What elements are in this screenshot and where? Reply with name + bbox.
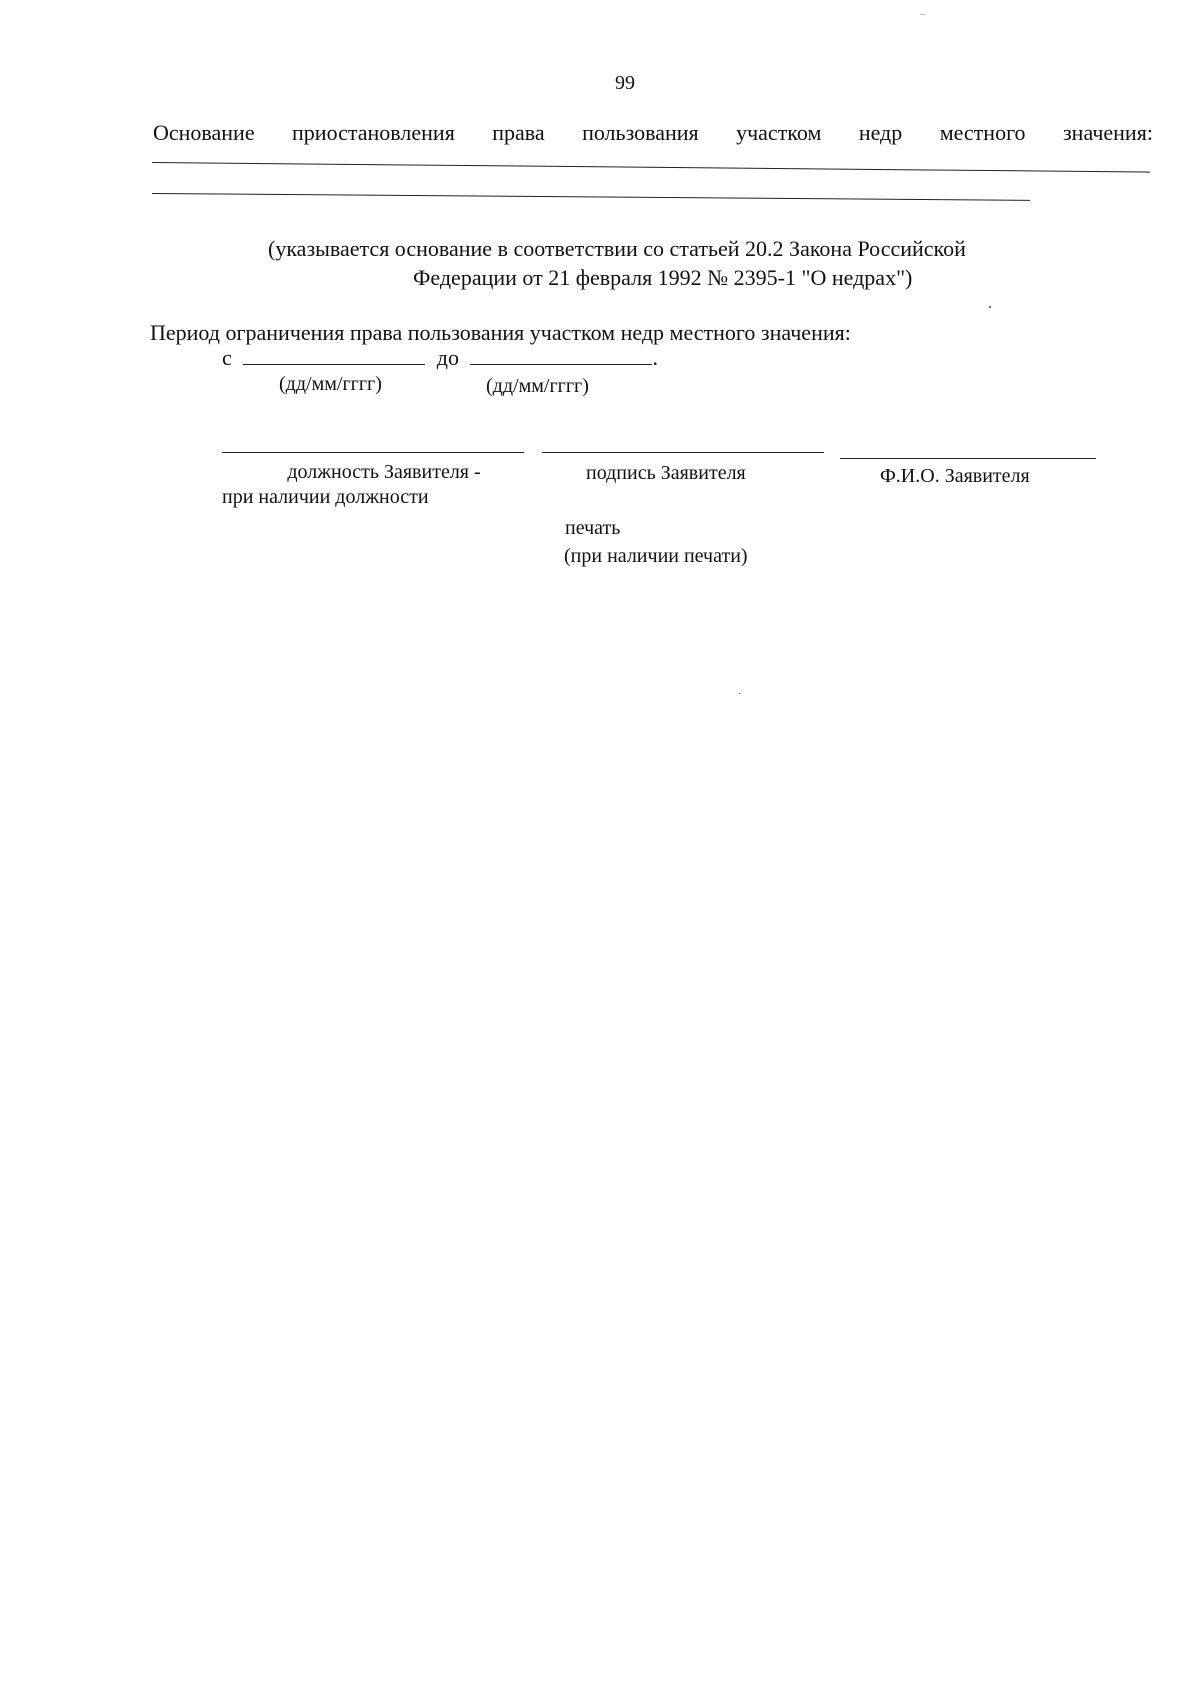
basis-note-line-1: (указывается основание в соответствии со статьей 20.2 Закона Российской	[268, 236, 966, 261]
position-caption-line-2: при наличии должности	[222, 486, 429, 508]
period-label: Период ограничения права пользования участком недр местного значения:	[150, 320, 851, 345]
basis-word: местного	[939, 120, 1026, 145]
basis-word: недр	[858, 120, 903, 145]
basis-word: Основание	[153, 120, 255, 145]
position-caption	[222, 461, 512, 509]
basis-word: приостановления	[292, 120, 455, 145]
to-date-format: (дд/мм/гггг)	[486, 375, 589, 397]
seal-caption-line-2: (при наличии печати)	[564, 545, 748, 567]
period-date-line	[222, 345, 658, 371]
signature-caption: подпись Заявителя	[586, 462, 746, 484]
full-name-caption: Ф.И.О. Заявителя	[880, 465, 1030, 487]
scan-speck	[989, 306, 991, 308]
seal-caption-line-1: печать	[565, 517, 621, 539]
basis-word: значения:	[1062, 120, 1153, 145]
from-date-format: (дд/мм/гггг)	[279, 373, 382, 395]
page-number: 99	[615, 72, 635, 94]
signature-line[interactable]	[542, 452, 824, 453]
basis-word: участком	[736, 120, 822, 145]
basis-note-line-2: Федерации от 21 февраля 1992 № 2395-1 "О недрах")	[413, 265, 913, 290]
from-date-field[interactable]	[243, 346, 425, 365]
to-prefix: до	[436, 345, 459, 370]
basis-fill-line-1[interactable]	[152, 162, 1150, 173]
full-name-line[interactable]	[840, 458, 1096, 459]
to-date-field[interactable]	[470, 346, 652, 365]
basis-heading	[153, 120, 1153, 146]
period-terminator: .	[652, 345, 658, 370]
scan-speck	[739, 693, 740, 694]
from-prefix: с	[222, 345, 232, 370]
position-signature-line[interactable]	[222, 452, 524, 453]
position-caption-line-1: должность Заявителя -	[287, 461, 481, 483]
basis-fill-line-2[interactable]	[152, 193, 1030, 201]
basis-word: пользования	[582, 120, 699, 145]
basis-word: права	[492, 120, 545, 145]
scan-speck	[920, 14, 926, 15]
